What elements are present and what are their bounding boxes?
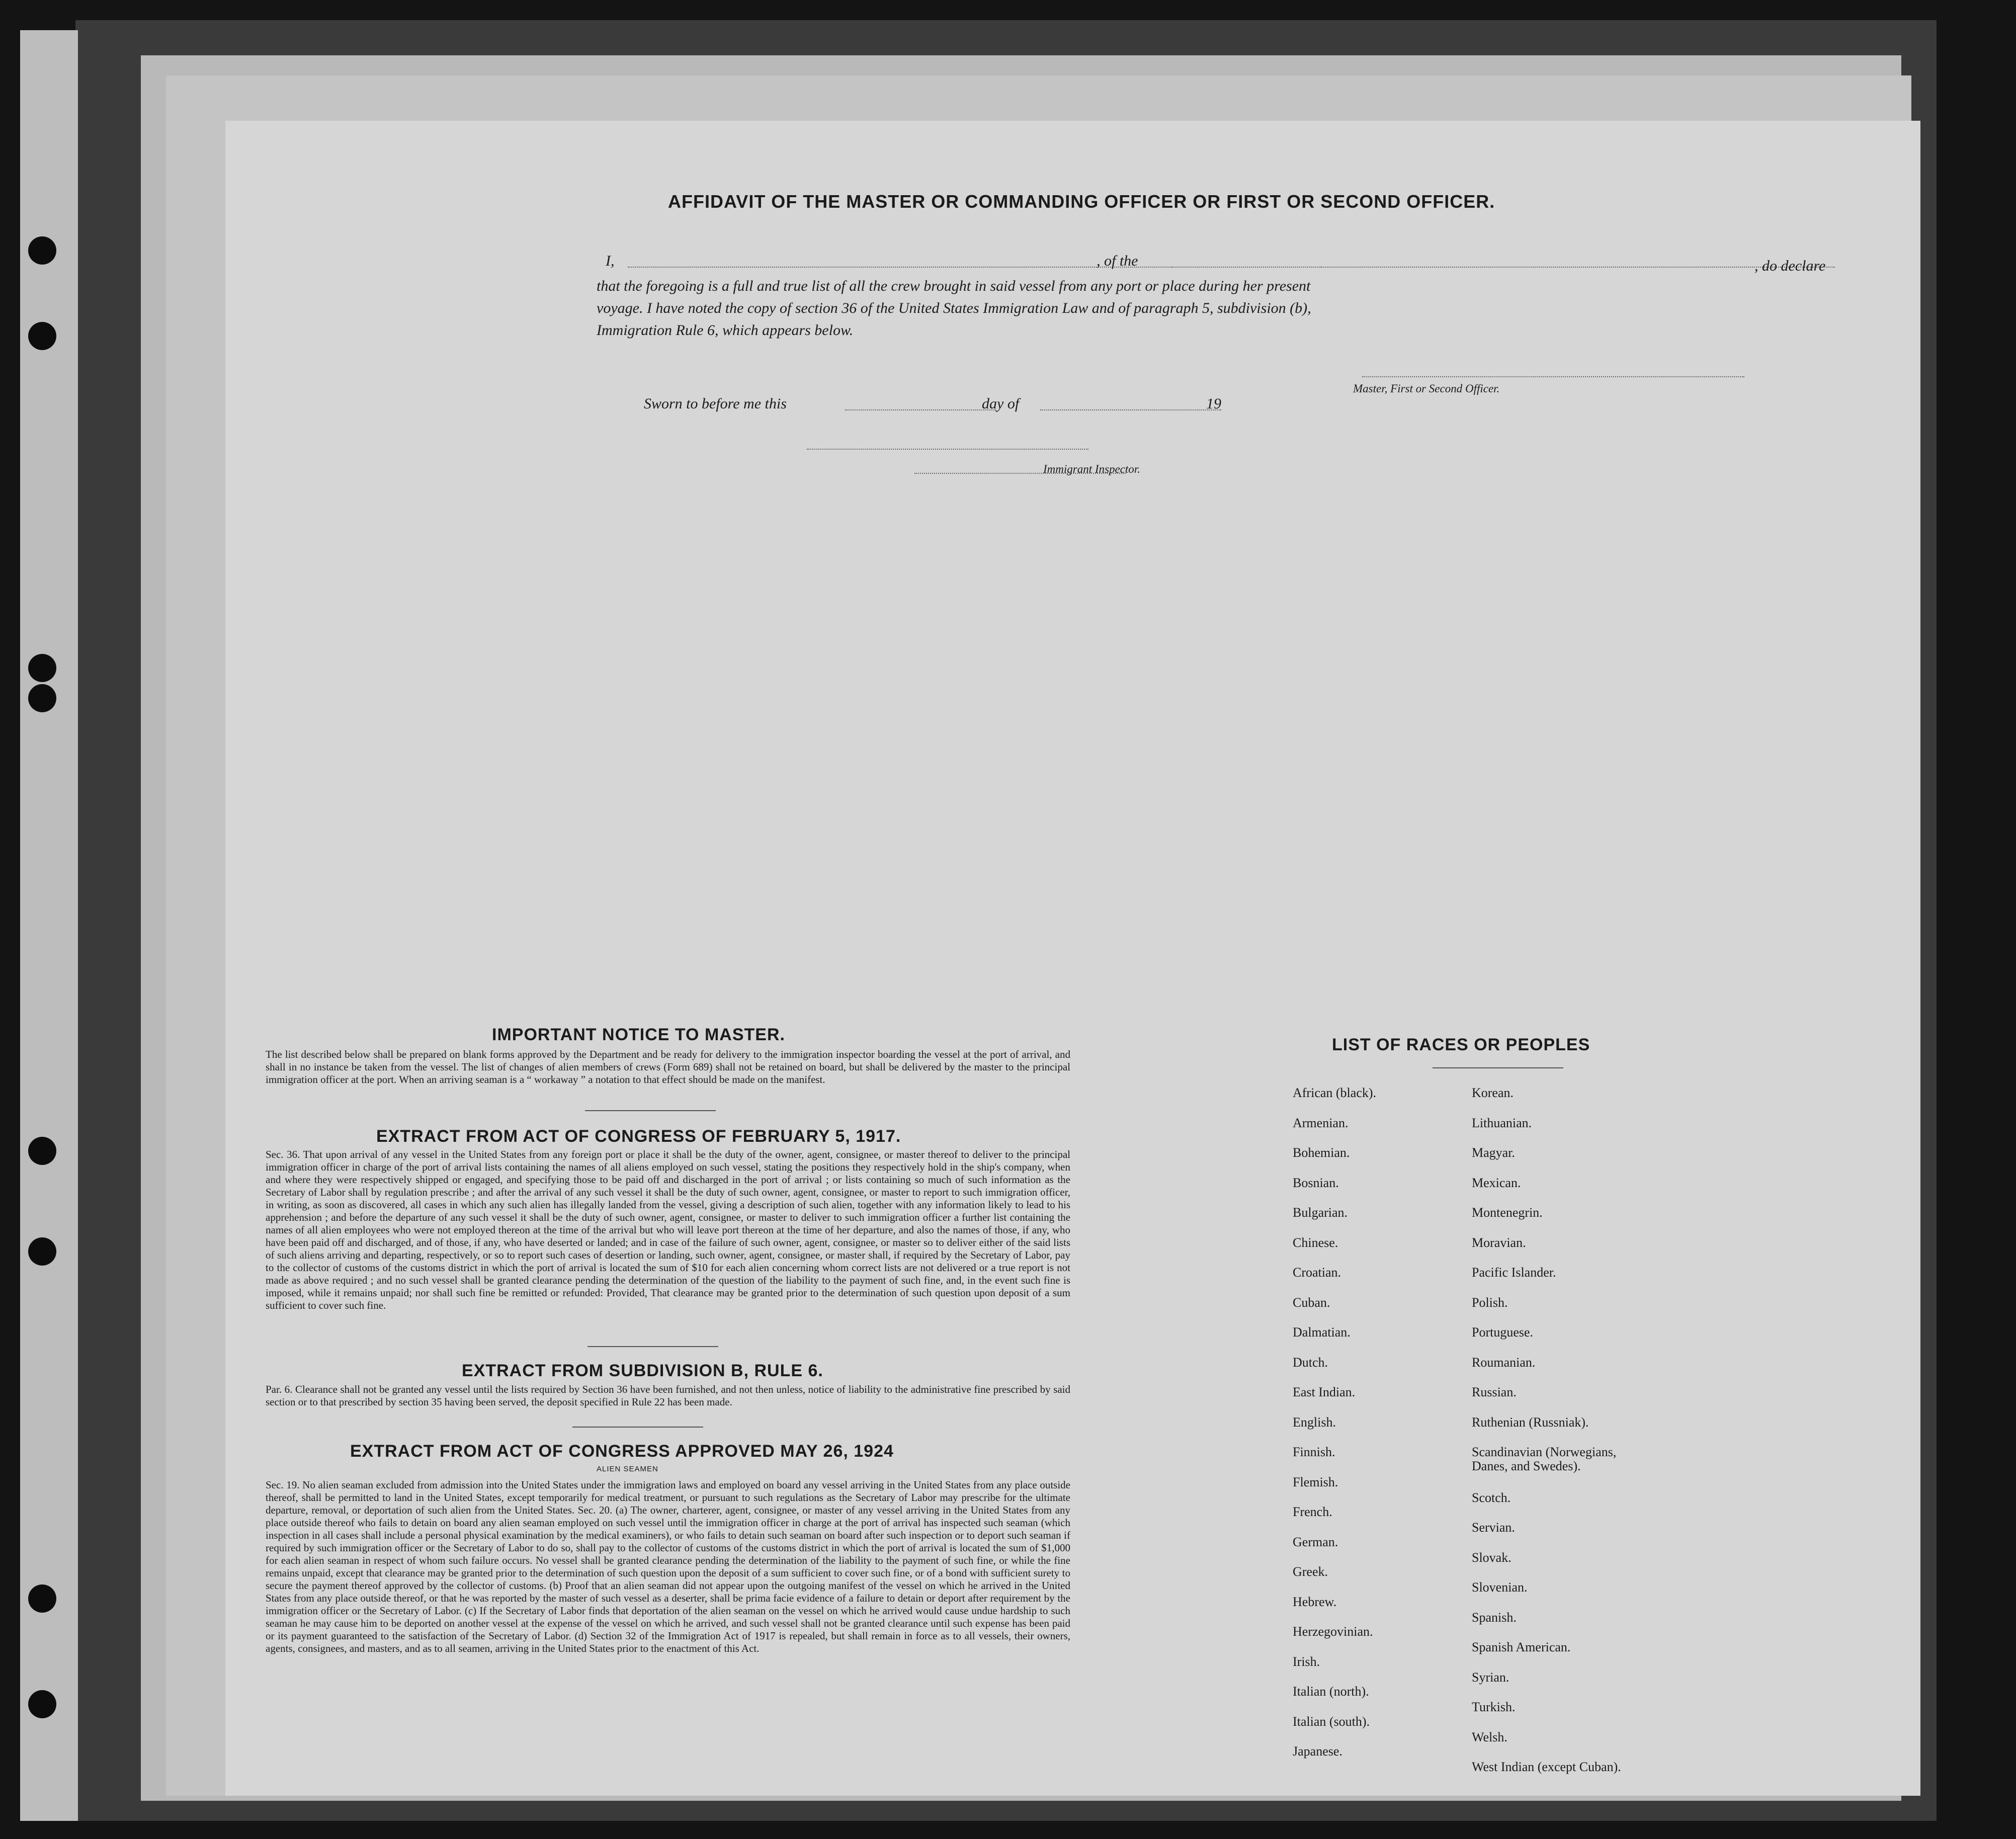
race-item: Roumanian. [1472, 1355, 1536, 1370]
race-item: Bosnian. [1293, 1176, 1339, 1190]
race-item: Finnish. [1293, 1445, 1335, 1459]
race-item: Polish. [1472, 1295, 1508, 1310]
races-title: LIST OF RACES OR PEOPLES [1332, 1035, 1590, 1054]
sworn-month-blank [1040, 409, 1221, 410]
race-item: Flemish. [1293, 1475, 1338, 1489]
race-item: French. [1293, 1504, 1332, 1519]
race-item: Italian (south). [1293, 1714, 1370, 1729]
rule6-text: Par. 6. Clearance shall not be granted any vessel until the lists required by Section 36 have been furnished, and not then unless, notice of liability to the administrative fine prescribed by said section or to that prescribed by section 35 having been served, the deposit specified in Rule 22 has been made. [266, 1383, 1070, 1408]
race-item: German. [1293, 1535, 1338, 1549]
extract-1917-divider [587, 1346, 718, 1347]
race-item: African (black). [1293, 1085, 1377, 1100]
extract-1917-title: EXTRACT FROM ACT OF CONGRESS OF FEBRUARY 5, 1917. [376, 1127, 901, 1146]
rule6-divider [572, 1427, 703, 1428]
race-item: Korean. [1472, 1085, 1514, 1100]
race-item: Japanese. [1293, 1744, 1342, 1759]
punch-hole [28, 1137, 56, 1165]
punch-hole [28, 236, 56, 265]
rule6-title: EXTRACT FROM SUBDIVISION B, RULE 6. [462, 1361, 823, 1380]
race-item: Scandinavian (Norwegians, [1472, 1445, 1617, 1459]
race-item: Dutch. [1293, 1355, 1328, 1370]
race-item: Slovenian. [1472, 1580, 1528, 1595]
race-item: Italian (north). [1293, 1684, 1369, 1699]
sworn-day-of: day of [982, 395, 1020, 412]
race-item: English. [1293, 1415, 1336, 1430]
race-item: Montenegrin. [1472, 1205, 1543, 1220]
race-item: Spanish American. [1472, 1640, 1571, 1654]
race-item: Bulgarian. [1293, 1205, 1348, 1220]
race-item: East Indian. [1293, 1385, 1356, 1399]
extract-1924-title: EXTRACT FROM ACT OF CONGRESS APPROVED MAY 26, 1924 [350, 1442, 894, 1461]
race-item: Hebrew. [1293, 1595, 1337, 1609]
sworn-year-prefix: 19 [1206, 395, 1221, 412]
race-item: Armenian. [1293, 1116, 1349, 1130]
race-item: Pacific Islander. [1472, 1265, 1556, 1280]
race-item: Slovak. [1472, 1550, 1511, 1565]
binding-strip [20, 30, 78, 1821]
inspector-blank [807, 449, 1088, 450]
affidavit-statement-line3: Immigration Rule 6, which appears below. [597, 322, 854, 339]
race-item: Magyar. [1472, 1145, 1515, 1160]
extract-1924-text: Sec. 19. No alien seaman excluded from admission into the United States under the immigration laws and employed on board any vessel arriving in the United States from any place outside thereof, shall be permitted to land in the United States, except temporarily for medical treatment, or pursuant to such regulations as the Secretary of Labor may prescribe for the ultimate departure, removal, or deportation of such alien from the United States. Sec. 20. (a) The owner, charterer, agent, consignee, or master of any vessel arriving in the United States from any place outside thereof who fails to detain on board any alien seaman employed on such vessel until the immigration officer in charge at the port of arrival has inspected such seaman (which inspection in all cases shall include a personal physical examination by the medical examiners), or who fails to detain such seaman on board after such inspection or to deport such seaman if required by such immigration officer or the Secretary of Labor to do so, shall pay to the collector of customs of the customs district in which the port of arrival is located the sum of $1,000 for each alien seaman in respect of whom such failure occurs. No vessel shall be granted clearance pending the determination of the liability to the payment of such fine, or while the fine remains unpaid, except that clearance may be granted prior to the determination of such question upon the deposit of a sum sufficient to cover such fine, or of a bond with sufficient surety to secure the payment thereof approved by the collector of customs. (b) Proof that an alien seaman did not appear upon the outgoing manifest of the vessel on which he arrived in the United States from any place outside thereof, or that he was reported by the master of such vessel as a deserter, shall be prima facie evidence of a failure to detain or deport after requirement by the immigration officer or the Secretary of Labor. (c) If the Secretary of Labor finds that deportation of the alien seaman on the vessel on which he arrived would cause undue hardship to such seaman he may cause him to be deported on another vessel at the expense of the vessel on which he arrived, and such vessel shall not be granted clearance until such expense has been paid or its payment guaranteed to the satisfaction of the Secretary of Labor. (d) Section 32 of the Immigration Act of 1917 is repealed, but shall remain in force as to all vessels, their owners, agents, consignees, and masters, and as to all seamen, arriving in the United States prior to the enactment of this Act. [266, 1479, 1070, 1654]
punch-hole [28, 1690, 56, 1718]
notice-text: The list described below shall be prepared on blank forms approved by the Department and be ready for delivery to the immigration inspector boarding the vessel at the port of arrival, and shall in no instance be taken from the vessel. The list of changes of alien members of crews (Form 689) shall not be retained on board, but shall be delivered by the master to the principal immigration officer at the port. When an arriving seaman is a “ workaway ” a notation to that effect should be made on the manifest. [266, 1048, 1070, 1085]
punch-hole [28, 684, 56, 712]
race-item: Herzegovinian. [1293, 1624, 1373, 1639]
race-item: Servian. [1472, 1520, 1515, 1535]
affidavit-statement-line1: that the foregoing is a full and true list of all the crew brought in said vessel from any port or place during her present [597, 278, 1311, 294]
affidavit-of-the: , of the [1097, 253, 1138, 269]
manifest-page [225, 121, 1920, 1796]
race-item: Portuguese. [1472, 1325, 1534, 1340]
sworn-day-blank [845, 409, 996, 410]
race-item: Syrian. [1472, 1670, 1509, 1685]
race-item: Russian. [1472, 1385, 1517, 1399]
race-item: Croatian. [1293, 1265, 1341, 1280]
affidavit-title: AFFIDAVIT OF THE MASTER OR COMMANDING OFFICER OR FIRST OR SECOND OFFICER. [668, 191, 1495, 212]
punch-hole [28, 654, 56, 682]
race-item: Dalmatian. [1293, 1325, 1351, 1340]
race-item: Scotch. [1472, 1490, 1511, 1505]
punch-hole [28, 322, 56, 350]
race-item: Ruthenian (Russniak). [1472, 1415, 1589, 1430]
race-item: Mexican. [1472, 1176, 1521, 1190]
notice-divider [585, 1110, 716, 1111]
race-item: Chinese. [1293, 1235, 1338, 1250]
vessel-blank [1171, 267, 1835, 268]
signature-blank [1362, 376, 1744, 377]
punch-hole [28, 1237, 56, 1266]
sworn-prefix: Sworn to before me this [644, 395, 787, 412]
race-item: Greek. [1293, 1564, 1328, 1579]
extract-1917-text: Sec. 36. That upon arrival of any vessel in the United States from any foreign port or place it shall be the duty of the owner, agent, consignee, or master thereof to deliver to the principal immigration officer in charge of the port of arrival lists containing the names of all aliens employed on such vessel, stating the positions they respectively hold in the ship's company, when and where they were respectively shipped or engaged, and specifying those to be paid off and discharged in the port of arrival ; or lists containing so much of such information as the Secretary of Labor shall by regulation prescribe ; and after the arrival of any such vessel it shall be the duty of such owner, agent, consignee, or master to report to such immigration officer, in writing, as soon as discovered, all cases in which any such alien has illegally landed from the vessel, giving a description of such alien, together with any information likely to lead to his apprehension ; and before the departure of any such vessel it shall be the duty of such owner, agent, consignee, or master to deliver to such immigration officer a further list containing the names of all alien employees who were not employed thereon at the time of the arrival but who will leave port thereon at the time of her departure, and also the names of those, if any, who have been paid off and discharged, and of those, if any, who have deserted or landed; and in case of the failure of such owner, agent, consignee, or master so to deliver either of the said lists of such aliens arriving and departing, respectively, or so to report such cases of desertion or landing, such owner, agent, consignee, or master shall, if required by the Secretary of Labor, pay to the collector of customs of the customs district in which the port of arrival is located the sum of $10 for each alien concerning whom correct lists are not delivered or a true report is not made as above required ; and no such vessel shall be granted clearance pending the determination of the question of the liability to the payment of such fine, and, in the event such fine is imposed, while it remains unpaid; nor shall such fine be remitted or refunded: Provided, That clearance may be granted prior to the determination of such question upon deposit of a sum sufficient to cover such fine. [266, 1148, 1070, 1311]
race-item: Moravian. [1472, 1235, 1526, 1250]
race-item: Lithuanian. [1472, 1116, 1532, 1130]
inspector-label: Immigrant Inspector. [1043, 463, 1140, 475]
race-item: Turkish. [1472, 1700, 1516, 1714]
notice-title: IMPORTANT NOTICE TO MASTER. [492, 1025, 785, 1044]
extract-1924-subtitle: ALIEN SEAMEN [597, 1465, 658, 1473]
race-item: Welsh. [1472, 1730, 1507, 1744]
punch-hole [28, 1584, 56, 1613]
race-item: Bohemian. [1293, 1145, 1350, 1160]
race-item: Cuban. [1293, 1295, 1330, 1310]
race-item: Danes, and Swedes). [1472, 1459, 1581, 1473]
race-item: West Indian (except Cuban). [1472, 1760, 1621, 1774]
affidavit-do-declare: , do declare [1754, 258, 1826, 274]
affidavit-i-label: I, [606, 253, 615, 269]
race-item: Irish. [1293, 1654, 1320, 1669]
races-divider [1433, 1067, 1563, 1068]
signature-label: Master, First or Second Officer. [1353, 382, 1500, 395]
race-item: Spanish. [1472, 1610, 1517, 1625]
affidavit-statement-line2: voyage. I have noted the copy of section 36 of the United States Immigration Law and of paragraph 5, subdivision (b), [597, 300, 1311, 316]
